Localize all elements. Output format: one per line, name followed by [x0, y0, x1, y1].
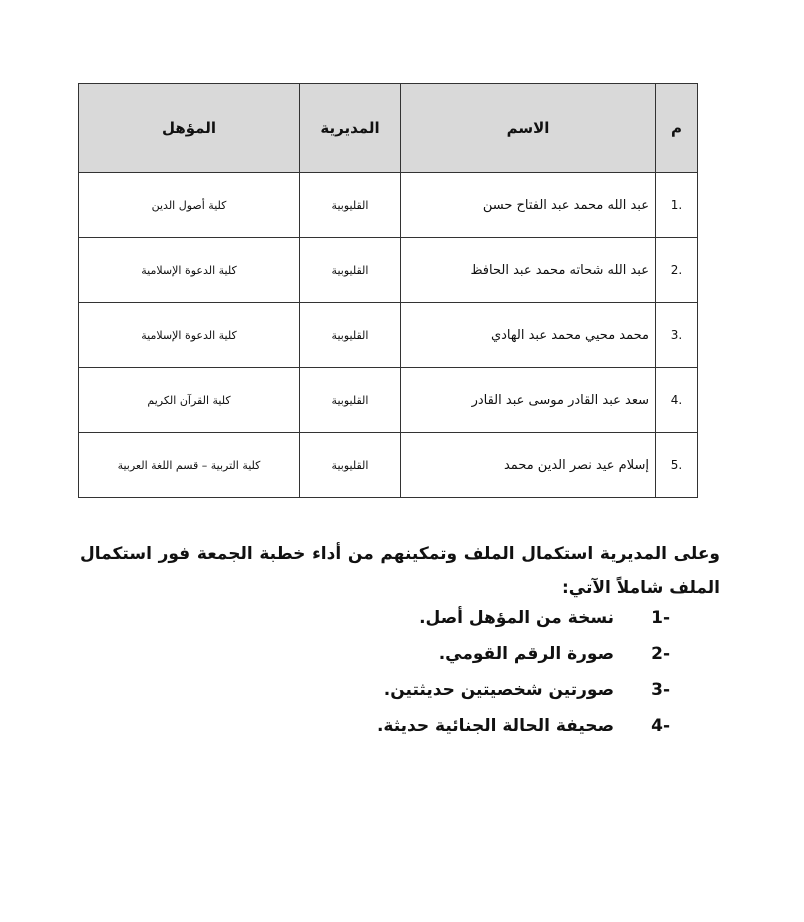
- header-qualification: المؤهل: [79, 84, 300, 173]
- row-num: 2.: [656, 238, 698, 303]
- row-name: محمد محيي محمد عبد الهادي: [401, 303, 656, 368]
- table-row: [79, 433, 698, 498]
- requirements-list: [300, 600, 670, 744]
- list-item-text: صحيفة الحالة الجنائية حديثة.: [376, 716, 614, 736]
- list-item: [300, 672, 670, 708]
- row-qualification: كلية الدعوة الإسلامية: [79, 303, 300, 368]
- candidates-table: [78, 83, 698, 498]
- row-num: 1.: [656, 173, 698, 238]
- row-num: 5.: [656, 433, 698, 498]
- row-name: عبد الله شحاته محمد عبد الحافظ: [401, 238, 656, 303]
- table-row: [79, 238, 698, 303]
- row-qualification: كلية أصول الدين: [79, 173, 300, 238]
- row-qualification: كلية الدعوة الإسلامية: [79, 238, 300, 303]
- row-qualification: كلية القرآن الكريم: [79, 368, 300, 433]
- header-name: الاسم: [401, 84, 656, 173]
- list-item-text: نسخة من المؤهل أصل.: [419, 608, 614, 628]
- row-name: إسلام عيد نصر الدين محمد: [401, 433, 656, 498]
- list-item-text: صورة الرقم القومي.: [438, 644, 614, 664]
- list-item-number: 1-: [651, 608, 670, 628]
- header-num: م: [656, 84, 698, 173]
- list-item-text: صورتين شخصيتين حديثتين.: [383, 680, 614, 700]
- list-item: [300, 708, 670, 744]
- row-num: 4.: [656, 368, 698, 433]
- header-directorate: المديرية: [300, 84, 401, 173]
- row-directorate: القليوبية: [300, 433, 401, 498]
- table-row: [79, 368, 698, 433]
- row-directorate: القليوبية: [300, 303, 401, 368]
- row-name: سعد عبد القادر موسى عبد القادر: [401, 368, 656, 433]
- row-directorate: القليوبية: [300, 173, 401, 238]
- row-num: 3.: [656, 303, 698, 368]
- list-item-number: 4-: [651, 716, 670, 736]
- row-qualification: كلية التربية – قسم اللغة العربية: [79, 433, 300, 498]
- row-name: عبد الله محمد عبد الفتاح حسن: [401, 173, 656, 238]
- table-row: [79, 173, 698, 238]
- row-directorate: القليوبية: [300, 238, 401, 303]
- table-header-row: [79, 84, 698, 173]
- list-item-number: 2-: [651, 644, 670, 664]
- instructions-paragraph: وعلى المديرية استكمال الملف وتمكينهم من أداء خطبة الجمعة فور استكمال الملف شاملاً الآتي:: [80, 544, 720, 598]
- list-item-number: 3-: [651, 680, 670, 700]
- table-row: [79, 303, 698, 368]
- candidates-table-container: [78, 83, 697, 498]
- list-item: [300, 636, 670, 672]
- list-item: [300, 600, 670, 636]
- row-directorate: القليوبية: [300, 368, 401, 433]
